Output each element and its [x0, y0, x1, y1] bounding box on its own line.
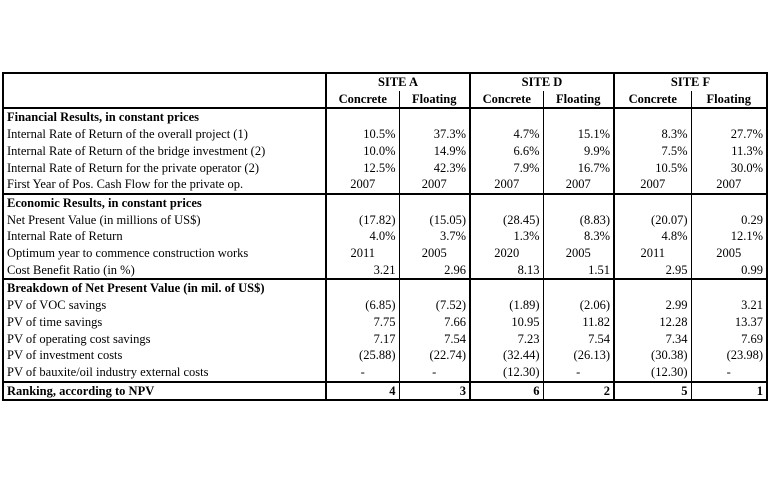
site-a-concrete-value: 2007	[326, 176, 399, 194]
site-d-floating-value: 2007	[543, 176, 614, 194]
site-d-floating-value: 15.1%	[543, 126, 614, 143]
site-d-header: SITE D	[470, 73, 614, 91]
site-f-floating-value: 13.37	[691, 314, 767, 331]
row-label: Cost Benefit Ratio (in %)	[3, 262, 326, 280]
site-a-floating-value: (7.52)	[399, 297, 470, 314]
row-label: Internal Rate of Return of the bridge investment (2)	[3, 143, 326, 160]
table-row	[3, 364, 767, 382]
site-d-concrete-value: (1.89)	[470, 297, 543, 314]
site-f-concrete-value: 8.3%	[614, 126, 691, 143]
site-d-floating-value	[543, 108, 614, 126]
section-heading: Economic Results, in constant prices	[3, 194, 326, 212]
site-d-concrete-value: 1.3%	[470, 228, 543, 245]
site-f-floating-value: 27.7%	[691, 126, 767, 143]
table-body	[3, 108, 767, 400]
site-f-concrete-value: (30.38)	[614, 347, 691, 364]
site-f-floating-value: 1	[691, 382, 767, 401]
site-a-concrete-value	[326, 279, 399, 297]
site-f-header: SITE F	[614, 73, 767, 91]
row-label: PV of time savings	[3, 314, 326, 331]
row-label: PV of bauxite/oil industry external costs	[3, 364, 326, 382]
site-f-concrete-value: 4.8%	[614, 228, 691, 245]
site-d-floating-value: 9.9%	[543, 143, 614, 160]
site-d-floating-value: (8.83)	[543, 212, 614, 229]
site-a-floating-value	[399, 279, 470, 297]
site-f-floating-value: 0.29	[691, 212, 767, 229]
site-a-floating-value	[399, 108, 470, 126]
row-label: PV of investment costs	[3, 347, 326, 364]
site-f-concrete-value: (12.30)	[614, 364, 691, 382]
site-a-floating-value	[399, 194, 470, 212]
site-a-floating-value: (22.74)	[399, 347, 470, 364]
site-a-floating-value: 2007	[399, 176, 470, 194]
site-d-concrete-value	[470, 108, 543, 126]
site-f-floating-value: 2007	[691, 176, 767, 194]
site-a-concrete-value	[326, 108, 399, 126]
site-d-floating-value	[543, 194, 614, 212]
site-f-concrete-header: Concrete	[614, 91, 691, 109]
site-d-concrete-value: 6	[470, 382, 543, 401]
table-row	[3, 314, 767, 331]
row-label: First Year of Pos. Cash Flow for the private op.	[3, 176, 326, 194]
site-f-floating-value: 11.3%	[691, 143, 767, 160]
subheader-row	[3, 91, 767, 109]
site-f-floating-value	[691, 108, 767, 126]
table-row	[3, 160, 767, 177]
site-a-header: SITE A	[326, 73, 470, 91]
table-row	[3, 279, 767, 297]
site-a-concrete-value	[326, 194, 399, 212]
table-row	[3, 126, 767, 143]
site-d-floating-header: Floating	[543, 91, 614, 109]
row-label: PV of VOC savings	[3, 297, 326, 314]
site-d-floating-value: (26.13)	[543, 347, 614, 364]
site-d-concrete-value	[470, 279, 543, 297]
site-d-concrete-value: 7.23	[470, 331, 543, 348]
header-blank-cell	[3, 91, 326, 109]
site-a-floating-value: 7.66	[399, 314, 470, 331]
row-label: Internal Rate of Return for the private operator (2)	[3, 160, 326, 177]
site-d-floating-value: 2	[543, 382, 614, 401]
row-label: PV of operating cost savings	[3, 331, 326, 348]
site-d-concrete-value: 7.9%	[470, 160, 543, 177]
site-f-concrete-value: 2007	[614, 176, 691, 194]
row-label: Optimum year to commence construction works	[3, 245, 326, 262]
site-d-concrete-value: 2020	[470, 245, 543, 262]
site-f-floating-value: 0.99	[691, 262, 767, 280]
site-f-floating-value: (23.98)	[691, 347, 767, 364]
site-d-concrete-value: 6.6%	[470, 143, 543, 160]
row-label: Ranking, according to NPV	[3, 382, 326, 401]
site-d-concrete-value: 10.95	[470, 314, 543, 331]
site-d-floating-value: 2005	[543, 245, 614, 262]
site-a-concrete-value: 10.5%	[326, 126, 399, 143]
header-blank-cell	[3, 73, 326, 91]
site-d-floating-value: 16.7%	[543, 160, 614, 177]
site-f-concrete-value: 2011	[614, 245, 691, 262]
site-f-floating-value: -	[691, 364, 767, 382]
site-d-floating-value: 7.54	[543, 331, 614, 348]
site-a-concrete-value: 7.17	[326, 331, 399, 348]
section-heading: Breakdown of Net Present Value (in mil. of US$)	[3, 279, 326, 297]
site-a-floating-value: 7.54	[399, 331, 470, 348]
site-a-concrete-value: 12.5%	[326, 160, 399, 177]
table-row	[3, 176, 767, 194]
site-a-floating-value: 42.3%	[399, 160, 470, 177]
site-f-concrete-value: 2.99	[614, 297, 691, 314]
site-a-concrete-value: -	[326, 364, 399, 382]
site-f-concrete-value: 2.95	[614, 262, 691, 280]
site-f-floating-value: 12.1%	[691, 228, 767, 245]
site-f-concrete-value: 10.5%	[614, 160, 691, 177]
site-a-floating-value: 3.7%	[399, 228, 470, 245]
site-d-concrete-value: (32.44)	[470, 347, 543, 364]
site-f-concrete-value: 5	[614, 382, 691, 401]
table-row	[3, 108, 767, 126]
site-d-concrete-value: 8.13	[470, 262, 543, 280]
site-a-floating-value: 2.96	[399, 262, 470, 280]
site-f-concrete-value: 12.28	[614, 314, 691, 331]
site-a-concrete-value: 2011	[326, 245, 399, 262]
site-d-concrete-value	[470, 194, 543, 212]
site-f-concrete-value: 7.5%	[614, 143, 691, 160]
site-f-concrete-value: (20.07)	[614, 212, 691, 229]
site-a-concrete-value: (25.88)	[326, 347, 399, 364]
site-a-concrete-value: 10.0%	[326, 143, 399, 160]
site-f-floating-value: 30.0%	[691, 160, 767, 177]
section-heading: Financial Results, in constant prices	[3, 108, 326, 126]
site-a-floating-value: 14.9%	[399, 143, 470, 160]
site-a-concrete-value: 4	[326, 382, 399, 401]
table-row	[3, 143, 767, 160]
row-label: Internal Rate of Return	[3, 228, 326, 245]
row-label: Internal Rate of Return of the overall project (1)	[3, 126, 326, 143]
site-a-floating-value: 3	[399, 382, 470, 401]
site-f-concrete-value	[614, 194, 691, 212]
site-f-concrete-value: 7.34	[614, 331, 691, 348]
row-label: Net Present Value (in millions of US$)	[3, 212, 326, 229]
site-d-floating-value: 1.51	[543, 262, 614, 280]
site-d-concrete-value: 4.7%	[470, 126, 543, 143]
site-a-floating-value: (15.05)	[399, 212, 470, 229]
site-f-floating-value: 7.69	[691, 331, 767, 348]
site-d-concrete-value: (28.45)	[470, 212, 543, 229]
site-a-concrete-value: (17.82)	[326, 212, 399, 229]
table-row	[3, 245, 767, 262]
site-d-floating-value: 11.82	[543, 314, 614, 331]
table-row	[3, 194, 767, 212]
site-f-floating-header: Floating	[691, 91, 767, 109]
site-header-row	[3, 73, 767, 91]
site-a-floating-header: Floating	[399, 91, 470, 109]
table-row	[3, 331, 767, 348]
site-f-concrete-value	[614, 108, 691, 126]
site-a-concrete-value: (6.85)	[326, 297, 399, 314]
site-d-floating-value: -	[543, 364, 614, 382]
site-a-concrete-value: 4.0%	[326, 228, 399, 245]
site-f-floating-value: 2005	[691, 245, 767, 262]
site-d-concrete-value: (12.30)	[470, 364, 543, 382]
site-d-floating-value: (2.06)	[543, 297, 614, 314]
site-d-concrete-value: 2007	[470, 176, 543, 194]
site-a-floating-value: 37.3%	[399, 126, 470, 143]
site-f-floating-value	[691, 194, 767, 212]
site-a-concrete-value: 3.21	[326, 262, 399, 280]
site-a-concrete-value: 7.75	[326, 314, 399, 331]
site-a-floating-value: -	[399, 364, 470, 382]
site-f-floating-value	[691, 279, 767, 297]
table-row	[3, 212, 767, 229]
site-d-floating-value: 8.3%	[543, 228, 614, 245]
site-f-floating-value: 3.21	[691, 297, 767, 314]
table-row	[3, 262, 767, 280]
table-row	[3, 228, 767, 245]
table-row	[3, 297, 767, 314]
site-d-floating-value	[543, 279, 614, 297]
site-d-concrete-header: Concrete	[470, 91, 543, 109]
site-f-concrete-value	[614, 279, 691, 297]
table-row	[3, 382, 767, 401]
results-table	[2, 72, 768, 401]
table-row	[3, 347, 767, 364]
site-a-floating-value: 2005	[399, 245, 470, 262]
site-a-concrete-header: Concrete	[326, 91, 399, 109]
